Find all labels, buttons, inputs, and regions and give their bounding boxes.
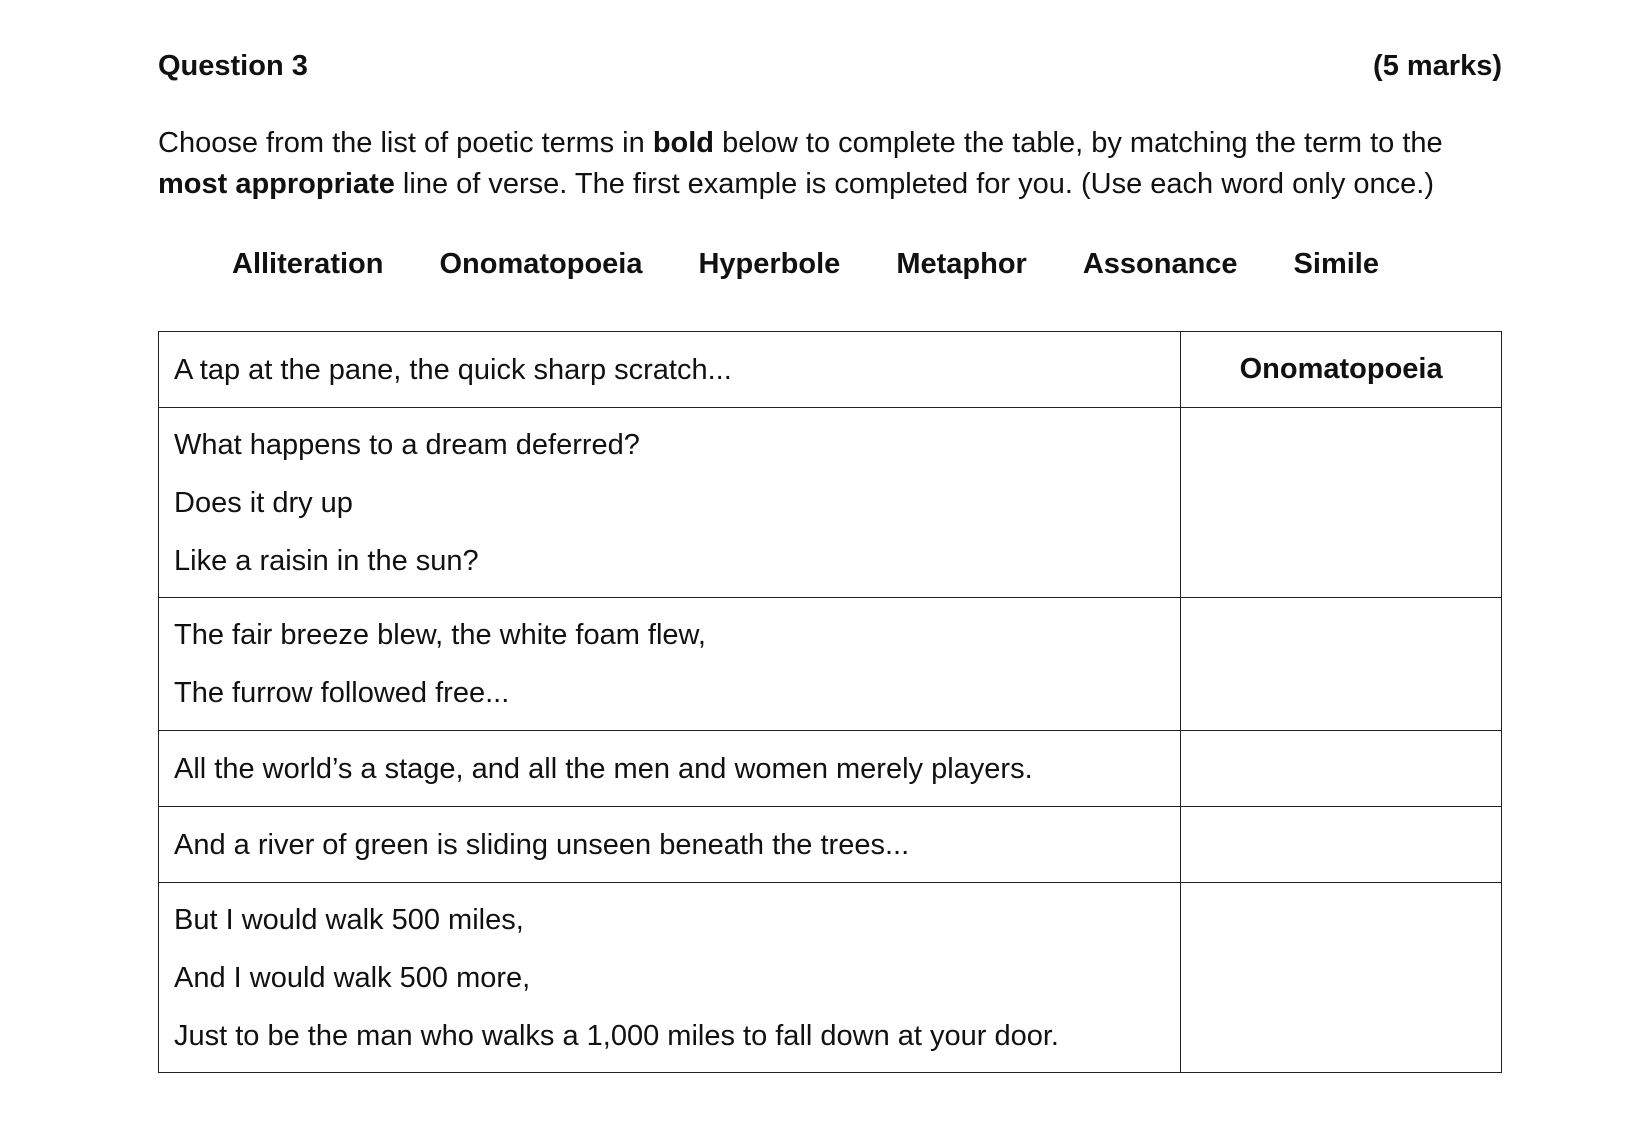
verse-line: Does it dry up xyxy=(174,486,353,519)
instructions-text-2: below to complete the table, by matching the term to the xyxy=(714,127,1443,159)
answer-cell: Onomatopoeia xyxy=(1181,332,1502,408)
question-header xyxy=(158,50,1502,90)
verse-cell xyxy=(159,332,1181,408)
verse-line: And I would walk 500 more, xyxy=(174,961,531,994)
answer-cell[interactable] xyxy=(1181,598,1502,731)
instructions xyxy=(158,123,1502,205)
answer-cell[interactable] xyxy=(1181,731,1502,807)
table-row xyxy=(159,731,1502,807)
term-hyperbole: Hyperbole xyxy=(698,248,841,280)
instructions-text-3: line of verse. The first example is completed for you. (Use each word only once.) xyxy=(394,168,1434,200)
table-row xyxy=(159,598,1502,731)
verse-cell xyxy=(159,807,1181,883)
verse-line: Just to be the man who walks a 1,000 miles to fall down at your door. xyxy=(174,1019,1059,1052)
verse-line: All the world’s a stage, and all the men and women merely players. xyxy=(174,752,1033,785)
verse-cell xyxy=(159,598,1181,731)
verse-line: But I would walk 500 miles, xyxy=(174,903,524,936)
verse-line: The furrow followed free... xyxy=(174,677,510,709)
verse-cell xyxy=(159,731,1181,807)
instructions-bold-2: most appropriate xyxy=(158,168,395,200)
verse-cell xyxy=(159,408,1181,598)
answer-cell[interactable] xyxy=(1181,883,1502,1073)
table-row xyxy=(159,332,1502,408)
instructions-bold-1: bold xyxy=(652,127,715,159)
verse-cell xyxy=(159,883,1181,1073)
question-marks: (5 marks) xyxy=(1373,50,1502,82)
question-title: Question 3 xyxy=(158,50,308,82)
answer-cell[interactable] xyxy=(1181,408,1502,598)
verse-line: What happens to a dream deferred? xyxy=(174,428,640,461)
table-row xyxy=(159,408,1502,598)
verse-line: Like a raisin in the sun? xyxy=(174,544,479,577)
answer-cell[interactable] xyxy=(1181,807,1502,883)
verse-line: And a river of green is sliding unseen beneath the trees... xyxy=(174,828,910,861)
term-assonance: Assonance xyxy=(1082,248,1238,280)
table-row xyxy=(159,883,1502,1073)
matching-table xyxy=(158,331,1502,1073)
term-alliteration: Alliteration xyxy=(232,248,384,280)
term-onomatopoeia: Onomatopoeia xyxy=(439,248,643,280)
verse-line: A tap at the pane, the quick sharp scratch... xyxy=(174,353,732,386)
poetic-terms-list xyxy=(232,248,1379,288)
term-metaphor: Metaphor xyxy=(896,248,1027,280)
term-simile: Simile xyxy=(1293,248,1379,280)
instructions-text-1: Choose from the list of poetic terms in xyxy=(158,127,653,159)
verse-line: The fair breeze blew, the white foam flew, xyxy=(174,619,706,651)
table-row xyxy=(159,807,1502,883)
